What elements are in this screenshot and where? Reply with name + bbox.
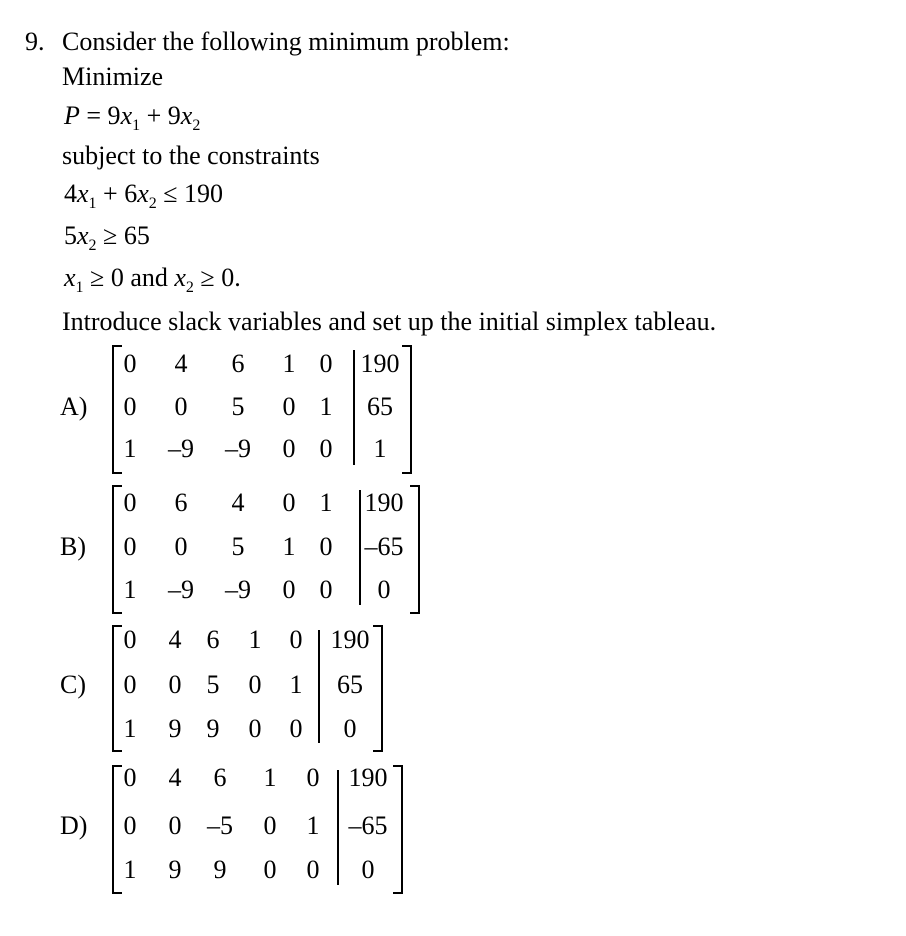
matrix-cell: 0 (319, 349, 333, 378)
constraint-1: $4x_1 + 6x_2 \le 190$ (64, 179, 224, 212)
matrix-cell: 0 (319, 575, 333, 604)
matrix-cell: 1 (282, 349, 296, 378)
matrix-cell: 5 (231, 392, 245, 421)
matrix-cell: 4 (168, 625, 182, 654)
matrix-cell: 0 (361, 855, 375, 884)
left-bracket (112, 765, 122, 894)
matrix-cell: 190 (348, 763, 388, 792)
matrix-cell: 0 (123, 670, 137, 699)
matrix-cell: 0 (123, 625, 137, 654)
matrix-cell: –65 (348, 811, 388, 840)
left-bracket (112, 485, 122, 614)
matrix-cell: 1 (123, 714, 137, 743)
matrix-cell: 6 (206, 625, 220, 654)
matrix-cell: 1 (289, 670, 303, 699)
constraint-2: $5x_2 \ge 65$ (64, 221, 150, 254)
option-label: B) (60, 532, 86, 561)
matrix-cell: 0 (123, 488, 137, 517)
matrix-cell: 1 (306, 811, 320, 840)
matrix-cell: 1 (373, 434, 387, 463)
matrix-cell: 65 (367, 392, 393, 421)
matrix-cell: 1 (248, 625, 262, 654)
matrix-cell: 0 (123, 763, 137, 792)
matrix-cell: 0 (248, 714, 262, 743)
augment-divider (337, 770, 339, 885)
right-bracket (402, 345, 412, 474)
matrix-cell: –5 (207, 811, 233, 840)
objective-function: $P = 9x_1 + 9x_2$ (64, 101, 201, 134)
matrix-cell: –9 (168, 434, 194, 463)
matrix-cell: 0 (168, 811, 182, 840)
question-number: 9. (25, 27, 45, 56)
augment-divider (359, 490, 361, 605)
matrix-cell: 0 (306, 855, 320, 884)
left-bracket (112, 345, 122, 474)
matrix-cell: 5 (206, 670, 220, 699)
matrix-cell: 0 (174, 532, 188, 561)
matrix-cell: 0 (282, 575, 296, 604)
matrix-cell: –9 (225, 575, 251, 604)
matrix-cell: 190 (360, 349, 400, 378)
augment-divider (353, 350, 355, 465)
augment-divider (318, 630, 320, 743)
matrix-cell: 1 (123, 434, 137, 463)
matrix-cell: 9 (168, 855, 182, 884)
matrix-cell: 0 (343, 714, 357, 743)
matrix-cell: 0 (377, 575, 391, 604)
matrix-cell: 6 (213, 763, 227, 792)
matrix-cell: 0 (319, 532, 333, 561)
matrix-cell: 0 (289, 625, 303, 654)
matrix-cell: 0 (263, 855, 277, 884)
matrix-cell: 0 (123, 532, 137, 561)
matrix-cell: 4 (168, 763, 182, 792)
matrix-cell: 0 (123, 349, 137, 378)
matrix-cell: 0 (123, 392, 137, 421)
matrix-cell: 0 (319, 434, 333, 463)
matrix-cell: 1 (282, 532, 296, 561)
matrix-cell: 65 (337, 670, 363, 699)
matrix-cell: 0 (248, 670, 262, 699)
matrix-cell: 6 (174, 488, 188, 517)
matrix-cell: 0 (282, 434, 296, 463)
matrix-cell: 190 (364, 488, 404, 517)
matrix-cell: –9 (168, 575, 194, 604)
matrix-cell: 0 (263, 811, 277, 840)
matrix-cell: 0 (282, 488, 296, 517)
matrix-cell: 4 (174, 349, 188, 378)
question-intro: Consider the following minimum problem: (62, 27, 510, 56)
matrix-cell: 6 (231, 349, 245, 378)
option-label: D) (60, 811, 88, 840)
matrix-cell: 9 (168, 714, 182, 743)
option-label: A) (60, 392, 88, 421)
matrix-cell: 1 (263, 763, 277, 792)
instruction: Introduce slack variables and set up the initial simplex tableau. (62, 307, 717, 336)
matrix-cell: 0 (306, 763, 320, 792)
objective-label: Minimize (62, 62, 164, 91)
left-bracket (112, 625, 122, 752)
matrix-cell: 1 (123, 855, 137, 884)
matrix-cell: 0 (174, 392, 188, 421)
right-bracket (410, 485, 420, 614)
matrix-cell: 1 (123, 575, 137, 604)
matrix-cell: 0 (282, 392, 296, 421)
matrix-cell: –65 (364, 532, 404, 561)
matrix-cell: 0 (289, 714, 303, 743)
matrix-cell: 0 (123, 811, 137, 840)
constraints-label: subject to the constraints (62, 141, 320, 170)
matrix-cell: 0 (168, 670, 182, 699)
matrix-cell: 4 (231, 488, 245, 517)
matrix-cell: –9 (225, 434, 251, 463)
right-bracket (373, 625, 383, 752)
matrix-cell: 5 (231, 532, 245, 561)
matrix-cell: 9 (206, 714, 220, 743)
constraint-nonnegativity: $x_1 \ge 0$ and $x_2 \ge 0$. (64, 263, 241, 296)
matrix-cell: 1 (319, 392, 333, 421)
matrix-cell: 190 (330, 625, 370, 654)
right-bracket (393, 765, 403, 894)
option-label: C) (60, 670, 86, 699)
matrix-cell: 9 (213, 855, 227, 884)
matrix-cell: 1 (319, 488, 333, 517)
